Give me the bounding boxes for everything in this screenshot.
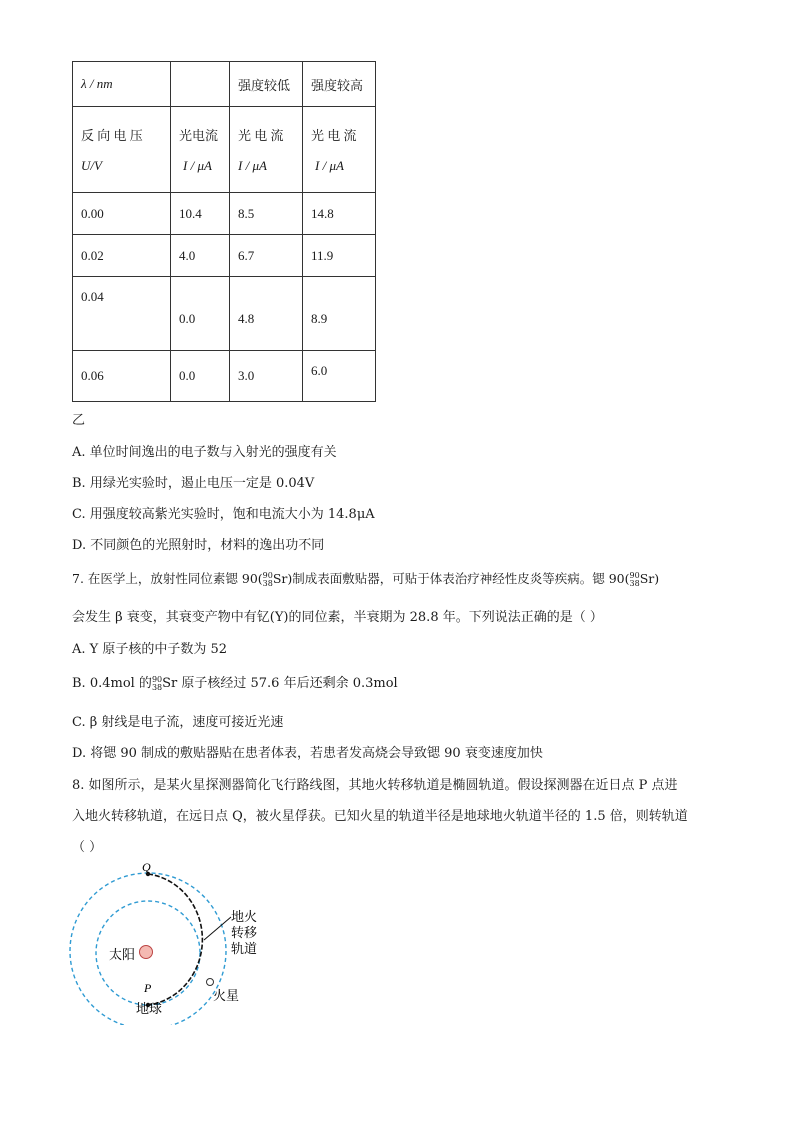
- header-current-1: 光电流 I / μA: [171, 107, 230, 193]
- table-cell: 4.0: [171, 235, 230, 277]
- header-current-3: 光 电 流 I / μA: [303, 107, 376, 193]
- nuclide-notation: 90 38: [629, 570, 640, 588]
- label-transfer-3: 轨道: [231, 942, 258, 957]
- header-empty: [171, 62, 230, 107]
- q7-option-b: B. 0.4mol 的 90 38 Sr 原子核经过 57.6 年后还剩余 0.3mol: [72, 674, 398, 692]
- header-voltage: 反 向 电 压 U/V: [73, 107, 171, 193]
- table-cell: 4.8: [230, 277, 303, 351]
- q7-option-d: D. 将锶 90 制成的敷贴器贴在患者体表，若患者发高烧会导致锶 90 衰变速度加快: [72, 746, 543, 761]
- table-cell: 10.4: [171, 193, 230, 235]
- header-wavelength: λ / nm: [73, 62, 171, 107]
- table-cell: 11.9: [303, 235, 376, 277]
- table-cell: 0.04: [73, 277, 171, 351]
- q7-option-c: C. β 射线是电子流，速度可接近光速: [72, 715, 284, 730]
- nuclide-notation: 90 38: [151, 674, 163, 692]
- sun-icon: [140, 946, 153, 959]
- table-cell: 6.0: [303, 351, 376, 402]
- q7-line1: 7. 在医学上，放射性同位素锶 90( 90 38 Sr)制成表面敷贴器，可贴于体表治疗神经性皮炎等疾病。锶 90( 90 38 Sr): [72, 570, 660, 588]
- table-caption: 乙: [72, 413, 86, 428]
- table-cell: 0.02: [73, 235, 171, 277]
- table-row: [73, 277, 376, 351]
- table-cell: 0.00: [73, 193, 171, 235]
- label-p: P: [144, 981, 152, 995]
- header-current-2: 光 电 流 I / μA: [230, 107, 303, 193]
- q8-line2: 入地火转移轨道，在远日点 Q，被火星俘获。已知火星的轨道半径是地球地火轨道半径的 1.5 倍，则转轨道: [72, 809, 688, 824]
- label-transfer-2: 转移: [231, 926, 258, 941]
- q6-option-b: B. 用绿光实验时，遏止电压一定是 0.04V: [72, 476, 315, 491]
- table-cell: 14.8: [303, 193, 376, 235]
- table-cell: 6.7: [230, 235, 303, 277]
- q8-line3: （ ）: [72, 840, 103, 855]
- table-cell: 0.06: [73, 351, 171, 402]
- table-cell: 0.0: [171, 277, 230, 351]
- table-cell: 0.0: [171, 351, 230, 402]
- table-row: [73, 235, 376, 277]
- mars-icon: [207, 979, 214, 986]
- photocurrent-table: [72, 61, 376, 402]
- nuclide-notation: 90 38: [262, 570, 273, 588]
- q6-option-a: A. 单位时间逸出的电子数与入射光的强度有关: [72, 445, 337, 460]
- table-row: [73, 193, 376, 235]
- label-mars: 火星: [213, 989, 240, 1004]
- table-cell: 8.9: [303, 277, 376, 351]
- header-low-intensity: 强度较低: [230, 62, 303, 107]
- orbit-diagram: [60, 855, 300, 1025]
- q8-line1: 8. 如图所示，是某火星探测器简化飞行路线图，其地火转移轨道是椭圆轨道。假设探测器在近日点 P 点进: [72, 778, 678, 793]
- label-earth: 地球: [136, 1002, 163, 1017]
- q6-option-d: D. 不同颜色的光照射时，材料的逸出功不同: [72, 538, 325, 553]
- label-q: Q: [142, 860, 151, 874]
- label-sun: 太阳: [109, 948, 136, 963]
- q7-line2: 会发生 β 衰变，其衰变产物中有钇(Y)的同位素，半衰期为 28.8 年。下列说法正确的是（ ）: [72, 610, 603, 625]
- label-pointer: [204, 917, 231, 940]
- header-high-intensity: 强度较高: [303, 62, 376, 107]
- table-cell: 8.5: [230, 193, 303, 235]
- q7-option-a: A. Y 原子核的中子数为 52: [72, 642, 228, 657]
- label-transfer-1: 地火: [231, 910, 258, 925]
- table-row: [73, 351, 376, 402]
- transfer-orbit: [148, 874, 202, 1005]
- table-cell: 3.0: [230, 351, 303, 402]
- q6-option-c: C. 用强度较高紫光实验时，饱和电流大小为 14.8μA: [72, 507, 375, 522]
